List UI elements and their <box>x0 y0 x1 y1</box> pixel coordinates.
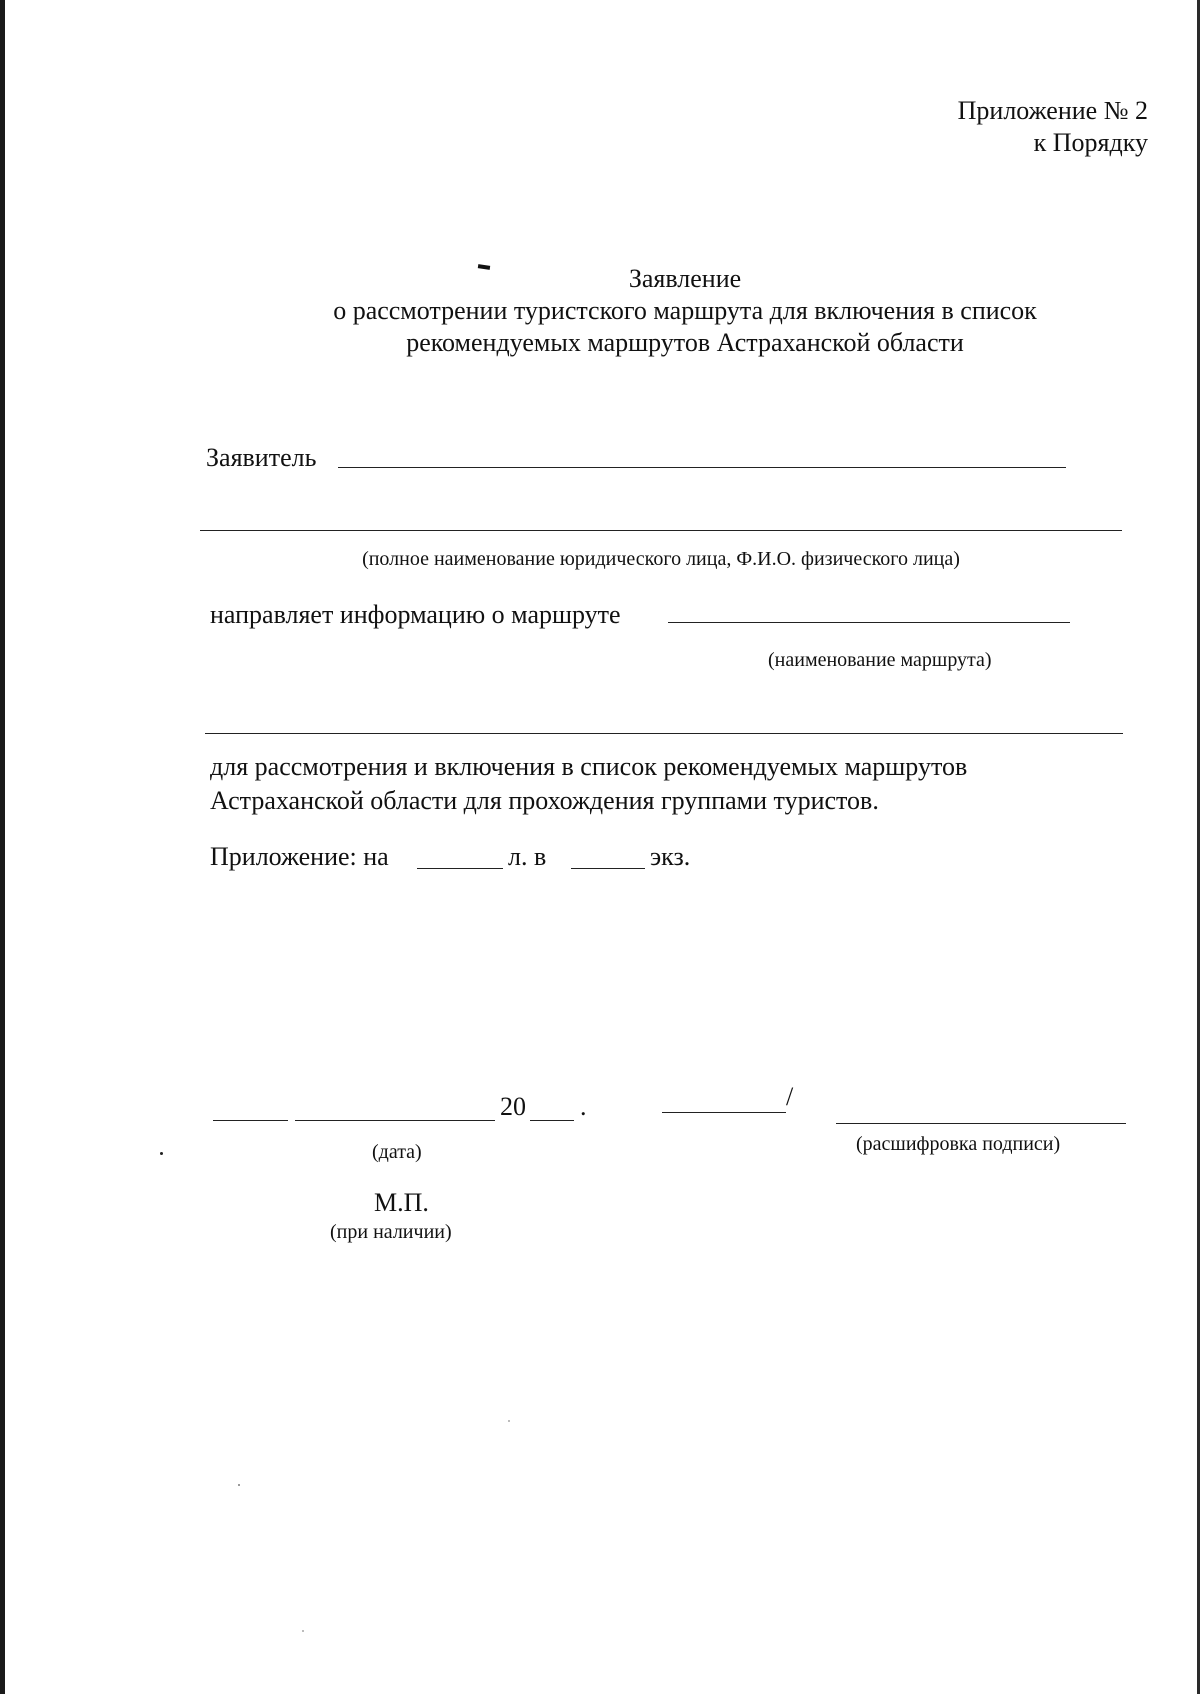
signature-decode-field[interactable] <box>836 1123 1126 1124</box>
date-year-prefix: 20 <box>500 1092 526 1121</box>
route-label: направляет информацию о маршруте <box>210 600 621 629</box>
date-dot: . <box>580 1092 587 1121</box>
date-caption: (дата) <box>372 1141 422 1163</box>
scan-speck <box>238 1484 240 1486</box>
applicant-field-line-2[interactable] <box>200 530 1122 531</box>
date-day-field[interactable] <box>213 1120 288 1121</box>
document-subtitle-line-1: о рассмотрении туристского маршрута для включения в список <box>333 296 1037 325</box>
document-title: Заявление <box>628 264 742 293</box>
annex-number: Приложение № 2 <box>957 96 1148 125</box>
attachment-mid: л. в <box>508 842 547 871</box>
route-field-line[interactable] <box>668 622 1070 623</box>
scan-speck <box>302 1630 304 1632</box>
attachment-suffix: экз. <box>650 842 691 871</box>
seal-caption: (при наличии) <box>330 1221 452 1243</box>
decode-caption: (расшифровка подписи) <box>856 1133 1061 1155</box>
document-subtitle-line-2: рекомендуемых маршрутов Астраханской области <box>406 328 964 357</box>
date-year-field[interactable] <box>530 1120 574 1121</box>
seal-label: М.П. <box>374 1188 429 1217</box>
purpose-line-2: Астраханской области для прохождения группами туристов. <box>210 786 879 815</box>
attachment-copies-field[interactable] <box>571 868 645 869</box>
purpose-line-1: для рассмотрения и включения в список рекомендуемых маршрутов <box>210 752 968 781</box>
annex-reference: к Порядку <box>1033 128 1148 157</box>
scan-edge-left <box>0 0 5 1694</box>
signature-slash: / <box>786 1082 794 1111</box>
route-field-line-2[interactable] <box>205 733 1123 734</box>
attachment-pages-field[interactable] <box>417 868 503 869</box>
scan-speck <box>160 1152 163 1155</box>
applicant-caption: (полное наименование юридического лица, Ф.И.О. физического лица) <box>362 548 960 570</box>
route-caption: (наименование маршрута) <box>768 649 992 671</box>
attachment-prefix: Приложение: на <box>210 842 389 871</box>
date-month-field[interactable] <box>295 1120 495 1121</box>
applicant-label: Заявитель <box>206 443 317 472</box>
applicant-field-line[interactable] <box>338 467 1066 468</box>
scan-speck <box>508 1420 510 1422</box>
signature-field[interactable] <box>662 1112 786 1113</box>
